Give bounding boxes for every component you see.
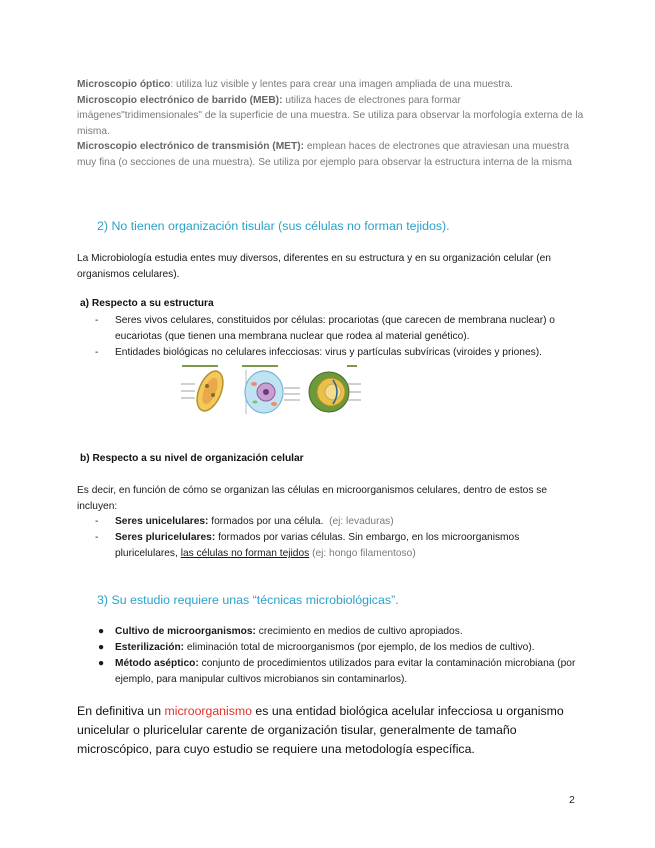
structure-list [95, 313, 580, 361]
list-item-term: Esterilización: [115, 642, 185, 653]
list-item-underlined: las células no forman tejidos [180, 548, 310, 559]
dash-bullet: - [95, 516, 99, 527]
conclusion-rest: es una entidad biológica acelular infecciosa u organismo unicelular o pluricelular carente de organización tisular, generalmente de tamaño microscópico, para cuyo estudio se requiere una metodología específica. [77, 704, 564, 756]
list-item [95, 313, 580, 345]
list-item-term: Seres unicelulares: [115, 516, 209, 527]
list-item-text: crecimiento en medios de cultivo apropiados. [255, 626, 463, 637]
bullet-icon: ● [98, 626, 105, 637]
list-item-term: Método aséptico: [115, 658, 199, 669]
conclusion-paragraph [77, 702, 587, 759]
organization-paragraph: Es decir, en función de cómo se organizan las células en microorganismos celulares, dentro de estos se incluyen: [77, 485, 548, 512]
bullet-icon: ● [98, 658, 105, 669]
bullet-icon: ● [98, 642, 105, 653]
optico-text: : utiliza luz visible y lentes para crear una imagen ampliada de una muestra. [170, 79, 513, 90]
dash-bullet: - [95, 315, 99, 326]
microscopy-intro [77, 77, 587, 171]
meb-text: utiliza haces de electrones para formar imágenes"tridimensionales" de la superficie de una muestra. Se utiliza para observar la morfología externa de la misma. [77, 94, 584, 137]
list-item [98, 656, 583, 688]
list-item-example: (ej: hongo filamentoso) [312, 548, 416, 559]
conclusion-lead: En definitiva un [77, 704, 165, 718]
organization-list [95, 514, 580, 562]
list-item-text: eliminación total de microorganismos (por ejemplo, de los medios de cultivo). [184, 642, 535, 653]
list-item [95, 514, 580, 530]
section-2-heading: 2) No tienen organización tisular (sus células no forman tejidos). [97, 219, 450, 233]
page-number: 2 [569, 794, 575, 806]
met-term: Microscopio electrónico de transmisión (MET): [77, 141, 304, 153]
virus-illustration [303, 362, 379, 416]
list-item-text: Seres vivos celulares, constituidos por células: procariotas (que carecen de membrana nuclear) o eucariotas (que tienen una membrana nuclear que rodea al material genético). [115, 315, 555, 342]
list-item-text: formados por varias células. Sin embargo, en los microorganismos pluricelulares, [115, 532, 520, 559]
met-text: emplean haces de electrones que atraviesan una muestra muy fina (o secciones de una muestra). Se utiliza por ejemplo para observar la estructura interna de la misma [77, 141, 572, 168]
list-item-text: conjunto de procedimientos utilizados para evitar la contaminación microbiana (por ejemplo, para manipular cultivos microbianos sin contaminarlos). [115, 658, 576, 685]
list-item-text: formados por una célula. [208, 516, 324, 527]
list-item [95, 530, 580, 562]
list-item-text: Entidades biológicas no celulares infecciosas: virus y partículas subvíricas (viroides y priones). [115, 347, 542, 358]
dash-bullet: - [95, 347, 99, 358]
optico-term: Microscopio óptico [77, 79, 171, 90]
section-3-heading: 3) Su estudio requiere unas “técnicas microbiológicas”. [97, 593, 399, 607]
meb-term: Microscopio electrónico de barrido (MEB): [77, 94, 283, 106]
techniques-list [98, 624, 583, 688]
list-item [98, 640, 583, 656]
subhead-structure: a) Respecto a su estructura [80, 298, 214, 309]
keyword-microorganismo: microorganismo [164, 704, 252, 718]
section-2-paragraph: La Microbiología estudia entes muy diversos, diferentes en su estructura y en su organización celular (en organismos celulares). [77, 253, 551, 280]
list-item-example: (ej: levaduras) [329, 516, 394, 527]
list-item [95, 345, 580, 361]
dash-bullet: - [95, 532, 99, 543]
list-item [98, 624, 583, 640]
list-item-term: Cultivo de microorganismos: [115, 626, 256, 637]
subhead-organization: b) Respecto a su nivel de organización celular [80, 453, 304, 464]
list-item-term: Seres pluricelulares: [115, 532, 216, 543]
